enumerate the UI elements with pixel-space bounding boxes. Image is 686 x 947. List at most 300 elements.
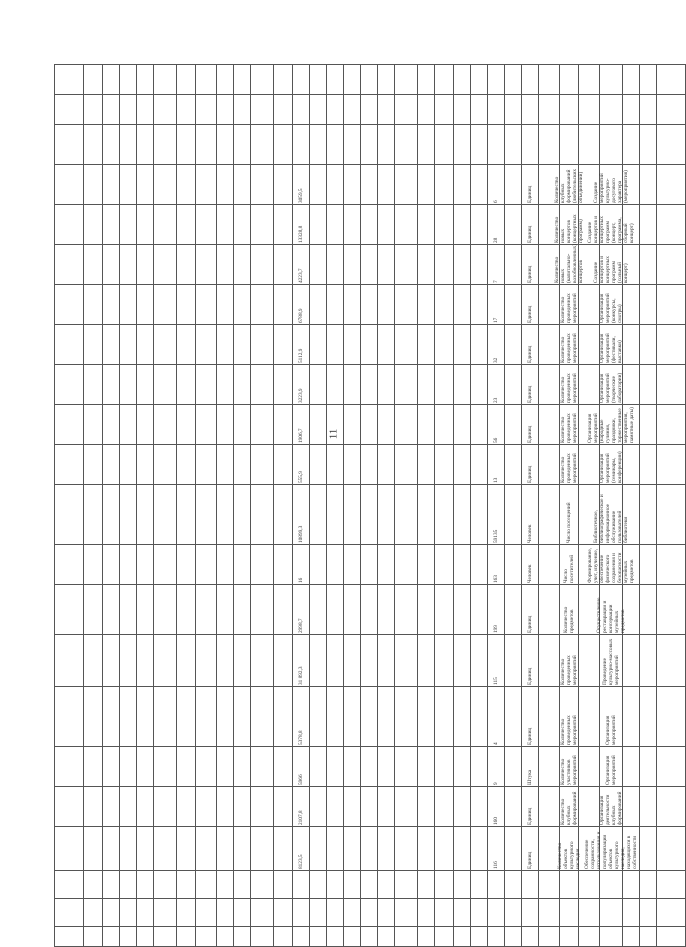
table-cell [84, 545, 103, 585]
table-cell [600, 125, 623, 165]
table-cell [395, 635, 418, 687]
table-row [55, 325, 686, 365]
cell-value: 116 [493, 860, 499, 869]
table-cell [361, 899, 378, 927]
table-cell [84, 747, 103, 787]
table-cell [55, 827, 84, 871]
table-cell [539, 787, 560, 827]
table-cell [623, 445, 640, 485]
table-cell [623, 827, 640, 871]
table-cell [579, 787, 600, 827]
table-cell [579, 927, 600, 947]
table-cell [310, 405, 327, 445]
table-cell [361, 405, 378, 445]
table-cell [560, 445, 579, 485]
table-cell [217, 285, 234, 325]
table-cell [454, 899, 471, 927]
table-cell [579, 65, 600, 95]
table-cell [251, 125, 274, 165]
table-cell [120, 827, 137, 871]
table-cell [310, 871, 327, 899]
table-cell [55, 899, 84, 927]
table-cell [84, 899, 103, 927]
table-cell [539, 585, 560, 635]
table-cell [471, 165, 488, 205]
table-cell [310, 445, 327, 485]
table-cell [217, 165, 234, 205]
cell-value: 555,9 [298, 470, 304, 483]
table-cell [234, 325, 251, 365]
table-cell [623, 285, 640, 325]
table-cell [454, 445, 471, 485]
table-cell [310, 365, 327, 405]
table-cell [55, 205, 84, 245]
table-cell [344, 485, 361, 545]
table-cell [234, 445, 251, 485]
table-cell [395, 95, 418, 125]
table-cell [327, 827, 344, 871]
cell-value: 8123,5 [298, 853, 304, 869]
table-cell [657, 445, 686, 485]
table-cell [196, 125, 217, 165]
table-cell [196, 485, 217, 545]
table-cell [137, 95, 154, 125]
table-cell [84, 165, 103, 205]
table-cell [55, 545, 84, 585]
table-cell [154, 445, 177, 485]
page-number: 11 [327, 428, 340, 440]
table-cell [234, 635, 251, 687]
table-cell [196, 245, 217, 285]
cell-unit: Штука [527, 769, 533, 785]
table-cell [522, 405, 539, 445]
table-cell [579, 325, 600, 365]
table-cell [310, 245, 327, 285]
table-cell [251, 165, 274, 205]
table-cell [395, 325, 418, 365]
table-cell [454, 635, 471, 687]
table-cell [120, 205, 137, 245]
table-cell [137, 445, 154, 485]
table-cell [657, 325, 686, 365]
table-cell [154, 325, 177, 365]
table-cell [120, 165, 137, 205]
table-cell [657, 635, 686, 687]
table-cell [55, 927, 84, 947]
table-cell [471, 545, 488, 585]
table-cell [103, 65, 120, 95]
table-cell [234, 927, 251, 947]
table-cell [137, 827, 154, 871]
cell-unit: Единиц [527, 465, 533, 483]
cell-name: Проведение культурно-массовых мероприятий [602, 638, 620, 685]
table-cell [454, 245, 471, 285]
table-cell [196, 65, 217, 95]
cell-name: Создание концертов и концертных программ (концерт, программа, сборный концерт) [587, 215, 635, 243]
table-cell [657, 585, 686, 635]
table-cell [378, 245, 395, 285]
cell-name: Обеспечение сохранности, использования и популяризации объектов культурного наследия, находящихся в собственности [584, 831, 638, 869]
table-cell [327, 165, 344, 205]
table-cell [344, 125, 361, 165]
table-cell [120, 325, 137, 365]
cell-unit: Единиц [527, 727, 533, 745]
table-cell [418, 585, 435, 635]
table-cell [103, 747, 120, 787]
table-cell [55, 585, 84, 635]
table-cell [395, 927, 418, 947]
table-cell [488, 165, 505, 205]
table-row [55, 285, 686, 325]
table-cell [454, 585, 471, 635]
table-cell [361, 285, 378, 325]
table-cell [539, 687, 560, 747]
table-cell [657, 927, 686, 947]
table-cell [274, 635, 293, 687]
table-cell [274, 747, 293, 787]
table-cell [539, 325, 560, 365]
table-cell [471, 325, 488, 365]
table-cell [640, 65, 657, 95]
cell-value: 56 [493, 437, 499, 443]
table-cell [234, 285, 251, 325]
table-row [55, 545, 686, 585]
cell-unit: Единиц [527, 265, 533, 283]
table-cell [471, 95, 488, 125]
table-cell [55, 285, 84, 325]
table-cell [640, 325, 657, 365]
table-cell [154, 871, 177, 899]
table-cell [560, 485, 579, 545]
cell-value: 23 [493, 397, 499, 403]
table-cell [378, 65, 395, 95]
table-cell [378, 365, 395, 405]
table-row [55, 899, 686, 927]
table-cell [327, 899, 344, 927]
table-cell [361, 325, 378, 365]
table-cell [640, 365, 657, 405]
table-cell [344, 205, 361, 245]
table-cell [418, 747, 435, 787]
table-cell [274, 687, 293, 747]
table-cell [418, 245, 435, 285]
table-cell [395, 827, 418, 871]
table-cell [293, 545, 310, 585]
table-cell [505, 485, 522, 545]
table-cell [103, 325, 120, 365]
table-cell [177, 747, 196, 787]
table-cell [177, 827, 196, 871]
table-cell [539, 747, 560, 787]
table-cell [120, 747, 137, 787]
table-cell [154, 65, 177, 95]
table-cell [488, 899, 505, 927]
table-cell [623, 95, 640, 125]
table-cell [640, 827, 657, 871]
table-cell [274, 927, 293, 947]
table-cell [361, 125, 378, 165]
table-cell [84, 325, 103, 365]
cell-value: 31 892,3 [298, 665, 304, 685]
table-cell [344, 871, 361, 899]
table-cell [488, 635, 505, 687]
table-cell [623, 165, 640, 205]
table-cell [293, 485, 310, 545]
table-cell [418, 787, 435, 827]
cell-name: Организация мероприятий [605, 714, 617, 745]
table-cell [418, 405, 435, 445]
table-cell [137, 485, 154, 545]
table-cell [378, 871, 395, 899]
table-cell [560, 871, 579, 899]
table-cell [454, 405, 471, 445]
table-cell [217, 65, 234, 95]
table-cell [344, 787, 361, 827]
cell-unit: Единиц [527, 345, 533, 363]
table-cell [435, 125, 454, 165]
table-cell [327, 927, 344, 947]
table-cell [177, 687, 196, 747]
table-cell [623, 125, 640, 165]
table-cell [137, 687, 154, 747]
table-cell [327, 245, 344, 285]
table-cell [600, 285, 623, 325]
table-row [55, 827, 686, 871]
table-cell [84, 95, 103, 125]
table-cell [418, 635, 435, 687]
table-cell [418, 871, 435, 899]
table-cell [274, 365, 293, 405]
table-row [55, 125, 686, 165]
table-cell [251, 245, 274, 285]
table-cell [154, 545, 177, 585]
table-cell [505, 205, 522, 245]
table-cell [310, 325, 327, 365]
table-cell [196, 871, 217, 899]
cell-unit: Единиц [527, 425, 533, 443]
table-cell [137, 927, 154, 947]
table-cell [623, 747, 640, 787]
table-cell [579, 445, 600, 485]
table-cell [84, 485, 103, 545]
table-cell [177, 899, 196, 927]
table-cell [560, 285, 579, 325]
table-cell [657, 787, 686, 827]
table-cell [488, 687, 505, 747]
table-cell [435, 545, 454, 585]
table-cell [251, 635, 274, 687]
table-cell [640, 687, 657, 747]
table-cell [471, 445, 488, 485]
table-cell [623, 635, 640, 687]
table-cell [196, 827, 217, 871]
table-cell [327, 635, 344, 687]
table-cell [55, 95, 84, 125]
table-cell [196, 325, 217, 365]
table-cell [505, 871, 522, 899]
table-cell [310, 827, 327, 871]
table-cell [293, 365, 310, 405]
table-cell [361, 485, 378, 545]
table-cell [579, 871, 600, 899]
table-cell [154, 635, 177, 687]
table-cell [560, 125, 579, 165]
table-cell [137, 165, 154, 205]
table-cell [137, 325, 154, 365]
table-cell [251, 405, 274, 445]
table-cell [344, 95, 361, 125]
table-cell [640, 927, 657, 947]
table-cell [657, 827, 686, 871]
table-cell [600, 899, 623, 927]
table-cell [505, 747, 522, 787]
table-cell [84, 687, 103, 747]
table-cell [505, 245, 522, 285]
table-cell [196, 165, 217, 205]
table-cell [361, 245, 378, 285]
table-cell [471, 65, 488, 95]
table-cell [310, 635, 327, 687]
cell-value: 28 [493, 237, 499, 243]
table-cell [600, 871, 623, 899]
table-cell [418, 545, 435, 585]
table-cell [522, 245, 539, 285]
table-cell [657, 365, 686, 405]
table-cell [600, 325, 623, 365]
table-cell [55, 365, 84, 405]
table-cell [435, 827, 454, 871]
table-cell [600, 747, 623, 787]
table-row [55, 405, 686, 445]
table-cell [471, 635, 488, 687]
table-cell [154, 827, 177, 871]
table-cell [522, 787, 539, 827]
table-cell [103, 405, 120, 445]
table-cell [234, 545, 251, 585]
table-cell [217, 445, 234, 485]
table-cell [344, 165, 361, 205]
table-cell [344, 747, 361, 787]
table-cell [55, 325, 84, 365]
table-cell [274, 827, 293, 871]
table-cell [251, 285, 274, 325]
cell-name: Организация мероприятий (конкурсы, смотры) [599, 292, 623, 323]
table-cell [120, 585, 137, 635]
table-cell [378, 95, 395, 125]
table-cell [488, 585, 505, 635]
table-cell [395, 585, 418, 635]
table-cell [84, 871, 103, 899]
table-cell [435, 65, 454, 95]
table-cell [522, 635, 539, 687]
table-cell [579, 365, 600, 405]
table-cell [137, 747, 154, 787]
table-cell [395, 687, 418, 747]
table-cell [418, 827, 435, 871]
table-cell [560, 65, 579, 95]
cell-name: Организация мероприятий (народные гуляния, праздники, торжественные мероприятия, памятные даты) [587, 406, 635, 443]
table-cell [623, 787, 640, 827]
table-cell [327, 205, 344, 245]
table-cell [418, 205, 435, 245]
table-cell [217, 927, 234, 947]
table-cell [418, 485, 435, 545]
cell-unit: Человек [527, 564, 533, 583]
table-cell [539, 545, 560, 585]
table-cell [310, 65, 327, 95]
table-cell [454, 95, 471, 125]
table-cell [293, 899, 310, 927]
table-cell [103, 205, 120, 245]
table-cell [274, 285, 293, 325]
table-cell [539, 445, 560, 485]
table-cell [217, 871, 234, 899]
cell-indicator: Количество объектов культурного наследия [557, 841, 581, 869]
table-cell [55, 687, 84, 747]
table-cell [120, 545, 137, 585]
table-cell [454, 485, 471, 545]
table-cell [418, 365, 435, 405]
table-cell [361, 827, 378, 871]
cell-name: Создание мероприятий культурно-досугового характера (мероприятия) [593, 169, 629, 203]
table-cell [505, 545, 522, 585]
table-cell [344, 827, 361, 871]
table-cell [293, 245, 310, 285]
table-cell [120, 871, 137, 899]
table-cell [378, 899, 395, 927]
table-cell [177, 405, 196, 445]
table-cell [103, 899, 120, 927]
table-cell [488, 445, 505, 485]
table-cell [657, 65, 686, 95]
table-cell [361, 165, 378, 205]
table-row [55, 365, 686, 405]
table-cell [55, 405, 84, 445]
table-cell [84, 445, 103, 485]
table-cell [103, 485, 120, 545]
table-cell [274, 899, 293, 927]
table-cell [55, 125, 84, 165]
table-cell [471, 747, 488, 787]
table-cell [640, 245, 657, 285]
table-cell [395, 245, 418, 285]
table-cell [505, 95, 522, 125]
table-cell [177, 325, 196, 365]
table-cell [378, 927, 395, 947]
table-cell [657, 125, 686, 165]
table-cell [120, 687, 137, 747]
table-cell [522, 871, 539, 899]
table-cell [361, 65, 378, 95]
table-cell [327, 325, 344, 365]
table-cell [344, 635, 361, 687]
cell-indicator: Число посещений [566, 501, 572, 543]
table-cell [623, 65, 640, 95]
table-cell [600, 927, 623, 947]
table-cell [471, 787, 488, 827]
table-cell [274, 585, 293, 635]
cell-name: Библиотечное, библиографическое и информационное обслуживание пользователей библиотеки [593, 493, 629, 543]
table-cell [418, 687, 435, 747]
table-cell [657, 165, 686, 205]
table-cell [657, 747, 686, 787]
table-cell [488, 871, 505, 899]
table-row [55, 871, 686, 899]
table-cell [505, 125, 522, 165]
table-cell [539, 365, 560, 405]
table-cell [274, 205, 293, 245]
table-cell [103, 687, 120, 747]
